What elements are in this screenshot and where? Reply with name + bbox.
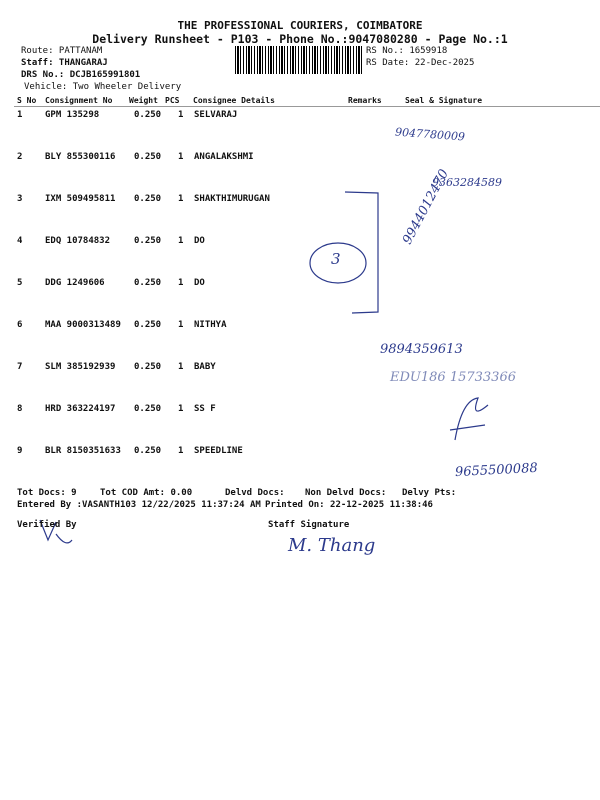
row-pcs: 1	[178, 194, 184, 204]
row-consignment: IXM 509495811	[45, 194, 116, 204]
row-consignment: BLY 855300116	[45, 152, 116, 162]
row-sno: 3	[17, 194, 23, 204]
company-title: THE PROFESSIONAL COURIERS, COIMBATORE	[177, 19, 423, 32]
rs-date: RS Date: 22-Dec-2025	[366, 58, 475, 68]
row-pcs: 1	[178, 278, 184, 288]
row-consignee: SPEEDLINE	[194, 446, 243, 456]
row-sno: 2	[17, 152, 23, 162]
row-weight: 0.250	[134, 446, 162, 456]
row-consignee: SELVARAJ	[194, 110, 238, 120]
drs-label: DRS No.: DCJB165991801	[21, 70, 141, 80]
col-weight: Weight	[129, 96, 158, 105]
row-weight: 0.250	[134, 152, 162, 162]
row-pcs: 1	[178, 152, 184, 162]
printed-on: Printed On: 22-12-2025 11:38:46	[265, 500, 433, 510]
row-weight: 0.250	[134, 194, 162, 204]
col-consignment: Consignment No	[45, 96, 113, 105]
staff-signature: M. Thang	[288, 535, 376, 556]
non-delivered-docs: Non Delvd Docs:	[305, 488, 387, 498]
row-pcs: 1	[178, 446, 184, 456]
row-consignee: ANGALAKSHMI	[194, 152, 254, 162]
row-weight: 0.250	[134, 362, 162, 372]
row-sno: 7	[17, 362, 23, 372]
row-pcs: 1	[178, 362, 184, 372]
delivered-docs: Delvd Docs:	[225, 488, 285, 498]
col-sno: S No	[17, 96, 37, 105]
handwritten-phone-2: 9363284589	[432, 176, 502, 189]
col-consignee: Consignee Details	[193, 96, 275, 105]
row-weight: 0.250	[134, 236, 162, 246]
row-consignee: DO	[194, 278, 205, 288]
row-sno: 9	[17, 446, 23, 456]
row-weight: 0.250	[134, 278, 162, 288]
row-pcs: 1	[178, 404, 184, 414]
row-consignee: SS F	[194, 404, 216, 414]
runsheet-subtitle: Delivery Runsheet - P103 - Phone No.:9047080280 - Page No.:1	[92, 32, 508, 46]
staff-label: Staff: THANGARAJ	[21, 58, 108, 68]
total-cod: Tot COD Amt: 0.00	[100, 488, 193, 498]
handwritten-phone-3: 9944012470	[400, 166, 453, 248]
row-sno: 4	[17, 236, 23, 246]
row-pcs: 1	[178, 110, 184, 120]
row-consignment: EDQ 10784832	[45, 236, 111, 246]
row-sno: 8	[17, 404, 23, 414]
row8-signature	[450, 398, 488, 440]
col-pcs: PCS	[165, 96, 180, 105]
row-consignee: NITHYA	[194, 320, 227, 330]
row-pcs: 1	[178, 320, 184, 330]
total-docs: Tot Docs: 9	[17, 488, 77, 498]
row-weight: 0.250	[134, 404, 162, 414]
row-consignment: DDG 1249606	[45, 278, 105, 288]
row-sno: 1	[17, 110, 23, 120]
rs-number: RS No.: 1659918	[366, 46, 448, 56]
circled-number: 3	[331, 250, 341, 268]
row-consignment: GPM 135298	[45, 110, 100, 120]
row-pcs: 1	[178, 236, 184, 246]
verified-by-label: Verified By	[17, 520, 77, 530]
handwritten-phone-6: 9655500088	[454, 460, 539, 481]
row-weight: 0.250	[134, 320, 162, 330]
route-label: Route: PATTANAM	[21, 46, 103, 56]
row-consignee: DO	[194, 236, 205, 246]
row-weight: 0.250	[134, 110, 162, 120]
row-sno: 6	[17, 320, 23, 330]
delivery-points: Delvy Pts:	[402, 488, 457, 498]
col-remarks: Remarks	[348, 96, 382, 105]
vehicle-label: Vehicle: Two Wheeler Delivery	[24, 82, 182, 92]
handwritten-phone-4: 9894359613	[380, 342, 463, 357]
handwritten-number-5: EDU186 15733366	[390, 370, 516, 385]
entered-by: Entered By :VASANTH103 12/22/2025 11:37:24 AM	[17, 500, 261, 510]
row-consignment: HRD 363224197	[45, 404, 116, 414]
row-consignment: MAA 9000313489	[45, 320, 121, 330]
col-seal: Seal & Signature	[405, 96, 483, 105]
row-sno: 5	[17, 278, 23, 288]
row-consignee: BABY	[194, 362, 216, 372]
staff-signature-label: Staff Signature	[268, 520, 350, 530]
handwritten-phone-1: 9047780009	[394, 125, 466, 144]
row-consignee: SHAKTHIMURUGAN	[194, 194, 270, 204]
row-consignment: BLR 8150351633	[45, 446, 121, 456]
row-consignment: SLM 385192939	[45, 362, 116, 372]
